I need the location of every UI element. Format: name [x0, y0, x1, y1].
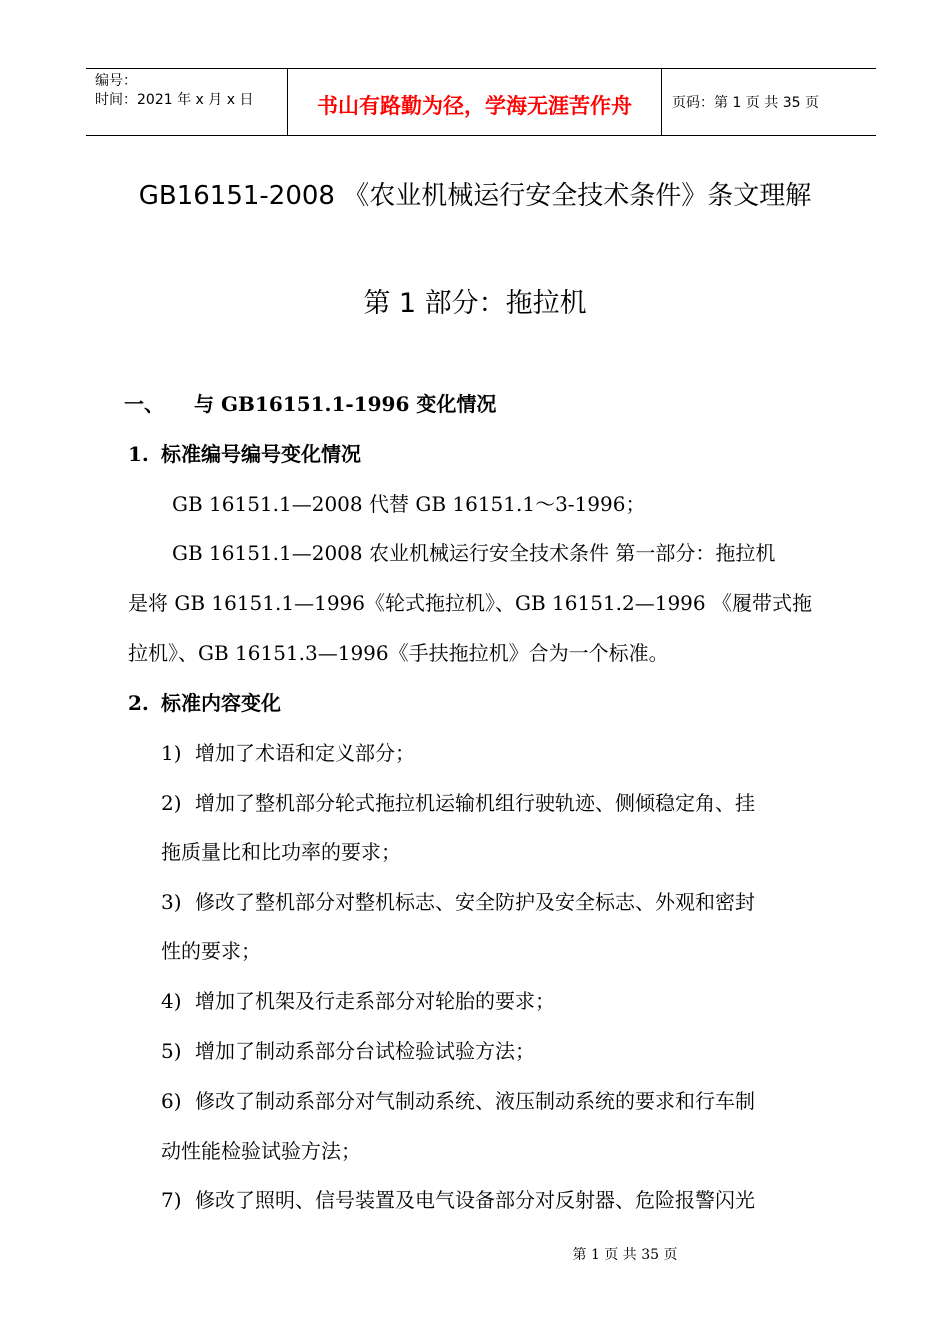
list-number: 2): [161, 791, 182, 815]
list-text: 增加了术语和定义部分；: [195, 741, 415, 765]
list-text: 增加了制动系部分台试检验试验方法；: [195, 1039, 535, 1063]
list-text: 增加了机架及行走系部分对轮胎的要求；: [195, 989, 555, 1013]
item-heading: [128, 439, 361, 469]
list-text: 增加了整机部分轮式拖拉机运输机组行驶轨迹、侧倾稳定角、挂: [195, 791, 755, 815]
list-number: 1): [161, 741, 182, 765]
item-title: 标准编号编号变化情况: [161, 442, 361, 466]
header-meta: [86, 69, 288, 135]
list-item: [161, 1036, 535, 1066]
document-title: GB16151-2008 《农业机械运行安全技术条件》条文理解: [138, 181, 812, 211]
list-text: 修改了照明、信号装置及电气设备部分对反射器、危险报警闪光: [195, 1188, 755, 1212]
list-number: 6): [161, 1089, 182, 1113]
item-number: 2.: [128, 691, 149, 715]
header-motto-cell: [288, 69, 662, 135]
list-continuation: 性的要求；: [161, 939, 261, 963]
section-title: 与 GB16151.1-1996 变化情况: [194, 392, 497, 416]
paragraph-line: 是将 GB 16151.1—1996《轮式拖拉机》、GB 16151.2—1996 《履带式拖: [128, 591, 812, 615]
list-item: [161, 1185, 755, 1215]
list-number: 5): [161, 1039, 182, 1063]
section-number: 一、: [124, 392, 164, 416]
list-continuation: 拖质量比和比功率的要求；: [161, 840, 401, 864]
list-item: [161, 788, 755, 818]
list-number: 7): [161, 1188, 182, 1212]
list-number: 4): [161, 989, 182, 1013]
list-continuation: 动性能检验试验方法；: [161, 1139, 361, 1163]
paragraph-line: 拉机》、GB 16151.3—1996《手扶拖拉机》合为一个标准。: [128, 641, 669, 665]
list-text: 修改了整机部分对整机标志、安全防护及安全标志、外观和密封: [195, 890, 755, 914]
item-heading: [128, 688, 281, 718]
list-text: 修改了制动系部分对气制动系统、液压制动系统的要求和行车制: [195, 1089, 755, 1113]
document-time-label: 时间：2021 年 x 月 x 日: [95, 92, 254, 108]
list-item: [161, 986, 555, 1016]
list-item: [161, 1086, 755, 1116]
document-subtitle: 第 1 部分：拖拉机: [363, 288, 587, 319]
page-header: [86, 68, 876, 136]
section-heading: [124, 389, 496, 419]
list-item: [161, 887, 755, 917]
item-number: 1.: [128, 442, 149, 466]
paragraph-line: GB 16151.1—2008 农业机械运行安全技术条件 第一部分：拖拉机: [172, 541, 776, 565]
item-title: 标准内容变化: [161, 691, 281, 715]
header-page-info: 页码：第 1 页 共 35 页: [672, 95, 819, 111]
header-motto: 书山有路勤为径，学海无涯苦作舟: [317, 93, 632, 118]
paragraph-line: GB 16151.1—2008 代替 GB 16151.1～3-1996；: [172, 492, 646, 516]
list-item: [161, 738, 415, 768]
list-number: 3): [161, 890, 182, 914]
document-number-label: 编号：: [95, 73, 137, 89]
page-footer: 第 1 页 共 35 页: [572, 1247, 678, 1263]
